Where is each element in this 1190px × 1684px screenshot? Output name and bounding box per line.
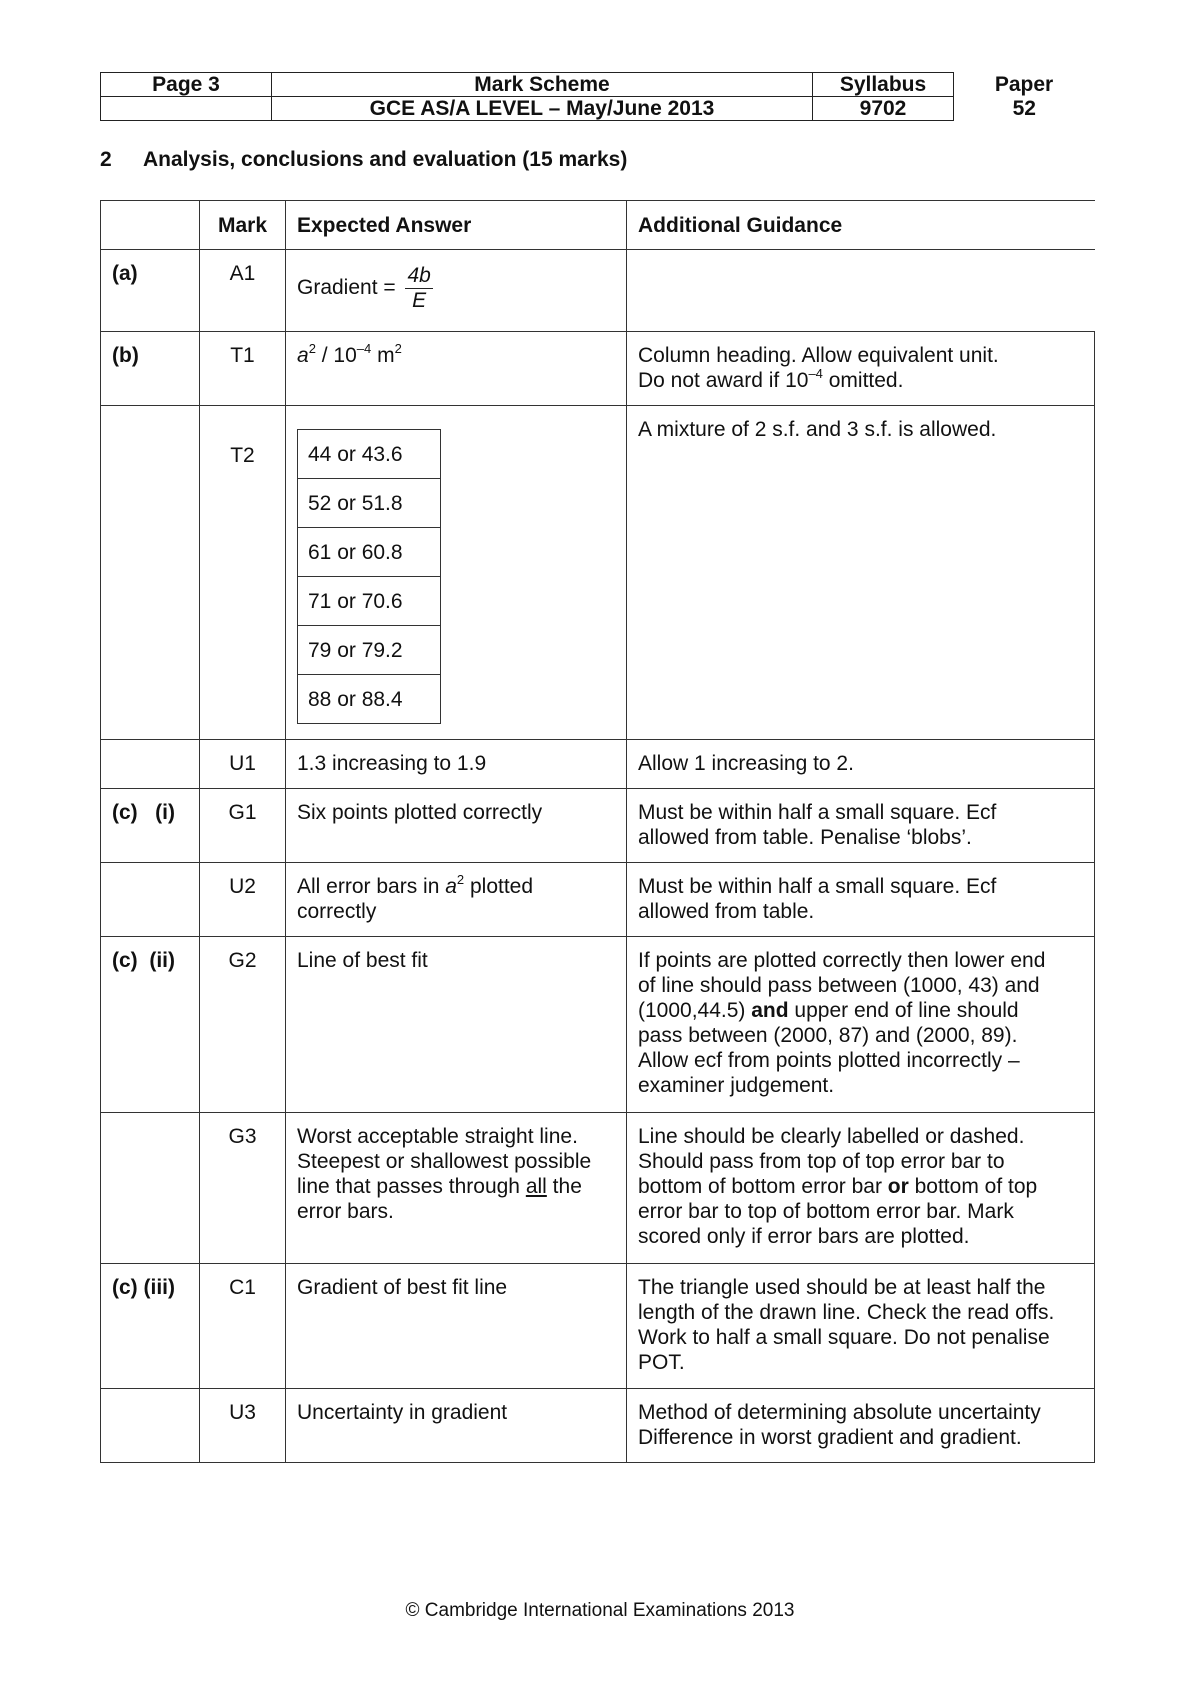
part-label: (c) (i)	[101, 789, 200, 863]
answer-underlined: all	[525, 1175, 547, 1198]
copyright-footer: © Cambridge International Examinations 2013	[405, 1600, 795, 1621]
guidance-line: Column heading. Allow equivalent unit.	[638, 344, 999, 367]
table-row	[101, 863, 1095, 937]
part-label	[101, 1389, 200, 1463]
answer-text: error bars.	[297, 1200, 394, 1223]
guidance-line: Must be within half a small square. Ecf	[638, 875, 997, 898]
guidance-line: POT.	[638, 1351, 685, 1374]
part-label: (c) (iii)	[101, 1264, 200, 1389]
expected-answer: Six points plotted correctly	[286, 789, 627, 863]
header-table	[100, 72, 1095, 121]
guidance-line: bottom of top	[908, 1175, 1038, 1198]
superscript: 2	[308, 341, 316, 356]
value-cell: 79 or 79.2	[298, 626, 441, 675]
additional-guidance	[627, 250, 1095, 332]
part-label	[101, 863, 200, 937]
superscript: 2	[456, 872, 465, 887]
answer-text: All error bars in	[297, 875, 446, 898]
header-part-cell	[101, 201, 200, 250]
expected-answer: Gradient of best fit line	[286, 1264, 627, 1389]
answer-text: Gradient =	[297, 276, 402, 300]
table-row	[101, 250, 1095, 332]
superscript: 2	[394, 341, 402, 356]
paper-number: 52	[1012, 97, 1036, 120]
page-number: Page 3	[101, 73, 272, 97]
table-row	[101, 1389, 1095, 1463]
expected-answer	[286, 406, 627, 740]
answer-variable: a	[297, 344, 309, 367]
section-title: Analysis, conclusions and evaluation (15 marks)	[143, 148, 628, 171]
additional-guidance	[627, 332, 1095, 406]
guidance-line: Allow ecf from points plotted incorrectly –	[638, 1049, 1020, 1072]
answer-variable: a	[445, 875, 457, 898]
answer-text: the	[546, 1175, 582, 1198]
additional-guidance	[627, 1389, 1095, 1463]
superscript: –4	[808, 366, 823, 381]
expected-answer	[286, 250, 627, 332]
value-cell: 44 or 43.6	[298, 430, 441, 479]
additional-guidance	[627, 1264, 1095, 1389]
guidance-line: omitted.	[822, 369, 904, 392]
guidance-line: Line should be clearly labelled or dashed.	[638, 1125, 1025, 1148]
value-cell: 61 or 60.8	[298, 528, 441, 577]
mark-code: T1	[200, 332, 286, 406]
document-subtitle: GCE AS/A LEVEL – May/June 2013	[272, 97, 813, 121]
expected-answer	[286, 332, 627, 406]
guidance-line: length of the drawn line. Check the read offs.	[638, 1301, 1055, 1324]
part-label: (c) (ii)	[101, 937, 200, 1113]
answer-text: Steepest or shallowest possible	[297, 1150, 592, 1173]
syllabus-code: 9702	[813, 97, 954, 121]
gradient-fraction	[405, 264, 432, 313]
guidance-line: Work to half a small square. Do not penalise	[638, 1326, 1050, 1349]
values-table	[297, 429, 441, 724]
paper-label: Paper	[994, 73, 1054, 96]
guidance-line: of line should pass between (1000, 43) and	[638, 974, 1040, 997]
header-mark: Mark	[200, 201, 286, 250]
guidance-line: bottom of bottom error bar	[638, 1175, 888, 1198]
additional-guidance	[627, 789, 1095, 863]
additional-guidance	[627, 1113, 1095, 1264]
part-label	[101, 1113, 200, 1264]
mark-code: C1	[200, 1264, 286, 1389]
guidance-emphasis: and	[751, 999, 789, 1022]
guidance-line: scored only if error bars are plotted.	[638, 1225, 970, 1248]
expected-answer: Line of best fit	[286, 937, 627, 1113]
mark-code: G1	[200, 789, 286, 863]
value-cell: 88 or 88.4	[298, 675, 441, 724]
guidance-line: Method of determining absolute uncertainty	[638, 1401, 1041, 1424]
table-header-row	[101, 201, 1095, 250]
table-row	[101, 789, 1095, 863]
answer-text: plotted	[464, 875, 534, 898]
table-row	[101, 1113, 1095, 1264]
guidance-line: Must be within half a small square. Ecf	[638, 801, 997, 824]
fraction-denominator: E	[412, 289, 427, 312]
guidance-line: error bar to top of bottom error bar. Mark	[638, 1200, 1014, 1223]
guidance-emphasis: or	[887, 1175, 909, 1198]
part-label: (b)	[101, 332, 200, 406]
additional-guidance	[627, 937, 1095, 1113]
table-row	[101, 332, 1095, 406]
table-row	[101, 1264, 1095, 1389]
mark-code: G3	[200, 1113, 286, 1264]
section-heading	[100, 148, 627, 172]
table-row	[101, 406, 1095, 740]
answer-text: / 10	[315, 344, 357, 367]
guidance-line: upper end of line should	[788, 999, 1019, 1022]
expected-answer: 1.3 increasing to 1.9	[286, 740, 627, 789]
expected-answer	[286, 863, 627, 937]
document-title: Mark Scheme	[272, 73, 813, 97]
guidance-line: If points are plotted correctly then lower end	[638, 949, 1046, 972]
additional-guidance: A mixture of 2 s.f. and 3 s.f. is allowed.	[627, 406, 1095, 740]
mark-code: U1	[200, 740, 286, 789]
expected-answer	[286, 1113, 627, 1264]
answer-text: line that passes through	[297, 1175, 526, 1198]
fraction-numerator: 4b	[407, 264, 431, 287]
section-number: 2	[100, 148, 112, 171]
guidance-line: examiner judgement.	[638, 1074, 835, 1097]
guidance-line: Should pass from top of top error bar to	[638, 1150, 1005, 1173]
answer-text: Worst acceptable straight line.	[297, 1125, 578, 1148]
syllabus-label: Syllabus	[813, 73, 954, 97]
guidance-line: Do not award if 10	[638, 369, 809, 392]
answer-text: m	[371, 344, 395, 367]
table-row	[101, 740, 1095, 789]
guidance-line: allowed from table.	[638, 900, 815, 923]
guidance-line: The triangle used should be at least half the	[638, 1276, 1046, 1299]
additional-guidance	[627, 863, 1095, 937]
answer-text: correctly	[297, 900, 377, 923]
guidance-line: allowed from table. Penalise ‘blobs’.	[638, 826, 972, 849]
guidance-line: pass between (2000, 87) and (2000, 89).	[638, 1024, 1018, 1047]
mark-code: T2	[200, 406, 286, 740]
mark-scheme-table	[100, 200, 1095, 1463]
additional-guidance: Allow 1 increasing to 2.	[627, 740, 1095, 789]
header-blank-cell	[101, 97, 272, 121]
part-label	[101, 406, 200, 740]
superscript: –4	[356, 341, 372, 356]
header-expected-answer: Expected Answer	[286, 201, 627, 250]
value-cell: 52 or 51.8	[298, 479, 441, 528]
mark-code: U3	[200, 1389, 286, 1463]
value-cell: 71 or 70.6	[298, 577, 441, 626]
header-additional-guidance: Additional Guidance	[627, 201, 1095, 250]
guidance-line: Difference in worst gradient and gradient.	[638, 1426, 1022, 1449]
expected-answer: Uncertainty in gradient	[286, 1389, 627, 1463]
mark-code: A1	[200, 250, 286, 332]
part-label: (a)	[101, 250, 200, 332]
mark-code: G2	[200, 937, 286, 1113]
mark-code: U2	[200, 863, 286, 937]
table-row	[101, 937, 1095, 1113]
guidance-line: (1000,44.5)	[638, 999, 752, 1022]
part-label	[101, 740, 200, 789]
